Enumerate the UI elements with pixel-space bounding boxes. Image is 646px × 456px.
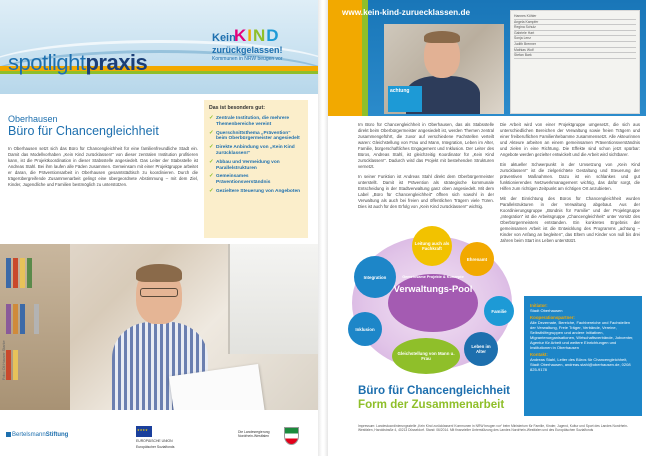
check-icon: ✓ <box>209 144 214 151</box>
diagram-bubble-familie: Familie <box>484 296 514 326</box>
photo-credit: Foto: Oli Hauser Starke <box>2 340 6 380</box>
green-side-stripe <box>362 0 368 116</box>
nrw-line: Die Landesregierung <box>238 430 270 434</box>
highlight-text: Gemeinsames Präventionsverständnis <box>216 174 271 186</box>
bertelsmann-name-bold: Stiftung <box>45 432 69 439</box>
diagram-bubble-gleichstellung: Gleichstellung von Mann u. Frau <box>392 338 460 374</box>
nrw-line: Nordrhein-Westfalen <box>238 434 270 438</box>
highlights-heading: Das ist besonders gut: <box>209 105 265 111</box>
diagram-bubble-leitung: Leitung auch als Fachkraft <box>412 226 452 266</box>
sponsor-footer <box>0 412 318 456</box>
highlights-list <box>209 116 303 195</box>
planning-board <box>510 10 640 114</box>
body-paragraph: In seiner Funktion ist Andreas Stahl direkt dem Oberbürgermeister unterstellt. Damit ist Prävention als strategische kommunale Entscheidung in der Stadtverwaltung ganz oben angesiedelt. Mit dem Label „Büro für Chancengleichheit“ öffnen sich sowohl in der Verwaltung als auch bei freien und öffentlichen Trägern viele Türen. Dies ist auch für den Erfolg von „Kein Kind zurücklassen!“ wichtig. <box>358 174 494 209</box>
website-link[interactable]: www.kein-kind-zuruecklassen.de <box>342 8 471 17</box>
photo-bookshelf <box>0 244 70 410</box>
left-page <box>0 0 318 456</box>
bertelsmann-name: Bertelsmann <box>12 432 46 439</box>
body-paragraph: Im Büro für Chancengleichheit in Oberhausen, das als Stabsstelle direkt beim Oberbürgermeister angesiedelt ist, werden Themen zentral zusammengeführt, die zuvor auf verschiedene Fachstellen verteilt waren: Gleichstellung von Frau und Mann, Integration, Leben im Alter, Familie, bürgerschaftliches Engagement und Inklusion. Der Leiter des Büros, Andreas Stahl, ist gleichzeitig Koordinator für „Kein Kind zurücklassen!“. Dadurch wird das Projekt mit bestehenden Strukturen vernetzt. <box>358 122 494 169</box>
board-cell: Hannes Köhler <box>514 14 636 20</box>
highlight-item <box>209 145 303 157</box>
imprint-text: Impressum: Landeskoordinierungsstelle „Kein Kind zurücklassen! Kommunen in NRW beugen vor“ beim Ministerium für Familie, Kinder, Jugend, Kultur und Sport des Landes Nordrhein-Westfalen, Haroldstraße 4, 40213 Düsseldorf. Stand: 06/2014. Mit finanzieller Unterstützung des Landes Nordrhein-Westfalen und des Europäischen Sozialfonds <box>358 424 629 432</box>
article-intro: In Oberhausen setzt sich das Büro für Chancengleichheit für eine familienfreundliche Stadt ein. Damit das Modellvorhaben „Kein Kind zurücklassen!“ von dieser zentralen Institution profitieren kann, ist die Projektkoordination in dieser Stabsstelle angesiedelt. Das Leiter der Stabsstelle ist Andreas Stahl. Bei ihm laufen alle Fäden zusammen. Gemeinsam mit einer Projektgruppe arbeitet er daran, die Präventionsarbeit in Oberhausen gesamtstädtisch zu koordinieren. Durch die trägerübergreifende Zusammenarbeit gelingt eine übergeordnete Abstimmung – mit dem Ziel, Kinder, Jugendliche und Familien bestmöglich zu unterstützen. <box>8 146 198 187</box>
check-icon: ✓ <box>209 187 214 194</box>
board-cell: Angela Kampfer <box>514 20 636 26</box>
magazine-title-light: spotlight <box>8 50 86 75</box>
article-city: Oberhausen <box>8 114 58 124</box>
photo-window <box>228 244 318 354</box>
kein-kind-logo <box>210 28 306 66</box>
achtung-poster: achtung <box>388 86 422 112</box>
body-column-1 <box>358 122 494 214</box>
photo-person <box>112 260 208 410</box>
body-column-2 <box>500 122 640 248</box>
bertelsmann-mark-icon <box>6 432 11 437</box>
verwaltungs-pool-diagram <box>344 228 520 376</box>
header-banner <box>0 0 318 94</box>
highlight-item <box>209 160 303 172</box>
diagram-bubble-ehrenamt: Ehrenamt <box>460 242 494 276</box>
page-gutter <box>318 0 328 456</box>
program-subtitle: Form der Zusammenarbeit <box>358 398 505 411</box>
highlight-text: Direkte Anbindung von „Kein Kind zurücklassen!“ <box>216 145 295 156</box>
eu-flag-icon <box>136 426 152 437</box>
diagram-bubble-inklusion: Inklusion <box>348 312 382 346</box>
highlight-text: Gezieltere Steuerung von Angeboten <box>216 188 301 194</box>
logo-kein: Kein <box>212 32 236 44</box>
highlight-item <box>209 189 303 195</box>
highlight-item <box>209 131 303 143</box>
photo-hair <box>136 264 182 282</box>
check-icon: ✓ <box>209 129 214 136</box>
logo-kind <box>234 26 280 46</box>
nrw-text <box>238 430 269 438</box>
right-page <box>328 0 646 456</box>
highlights-box <box>204 100 308 238</box>
highlight-text: Abbau und Vermeidung von Parallelstrukturen <box>216 159 280 171</box>
logo-letter: I <box>247 26 254 45</box>
photo-hair <box>424 31 460 43</box>
logo-letter: K <box>234 26 248 45</box>
photo-glasses <box>140 288 178 297</box>
board-cell: Regina Schulz <box>514 25 636 31</box>
eu-logo <box>136 426 176 449</box>
body-paragraph: Ein aktueller Schwerpunkt in der Umsetzung von „Kein Kind zurücklassen!“ ist die zielgerichtete Gestaltung und Steuerung der präventiven Maßnahmen. Dazu ist ein schlankes und gut funktionierendes Netzwerkmanagement wichtig, das dafür sorgt, die Hilfen zum richtigen Zeitpunkt am richtigen Ort anzubieten. <box>500 162 640 191</box>
diagram-core-label: Gemeinsame Projekte & Konzepte <box>402 275 464 279</box>
board-cell: Stefan Bark <box>514 53 636 59</box>
logo-zurueckgelassen: zurückgelassen! <box>212 45 283 55</box>
bertelsmann-logo <box>6 432 68 438</box>
initiator-value: Stadt Oberhausen <box>530 308 563 313</box>
magazine-title <box>8 50 147 76</box>
highlight-text: Querschnittsthema „Prävention“ beim Oberbürgermeister angesiedelt <box>216 130 300 142</box>
check-icon: ✓ <box>209 115 214 121</box>
logo-tagline: Kommunen in NRW beugen vor <box>212 56 283 62</box>
logo-letter: N <box>253 26 267 45</box>
contact-label: Kontakt: <box>530 352 548 357</box>
nrw-crest-icon <box>284 427 299 445</box>
orange-side-stripe <box>328 0 362 116</box>
body-paragraph: Die Arbeit wird von einer Projektgruppe umgesetzt, die sich aus unterschiedlichen Bereichen der Verwaltung sowie freien Trägern und einer freiberuflichen Familienhebamme zusammensetzt. Alle Akteurinnen und Akteure arbeiten an einem gemeinsamen Präventionsverständnis und zielen in eine Richtung. Die Effekte sind schon jetzt spürbar: Angebote werden gezielter entwickelt und die Arbeit wird sichtbarer. <box>500 122 640 157</box>
initiator-label: Initiator: <box>530 303 548 308</box>
check-icon: ✓ <box>209 158 214 165</box>
magazine-title-bold: praxis <box>85 50 148 75</box>
check-icon: ✓ <box>209 173 214 180</box>
highlight-item <box>209 174 303 186</box>
eu-fund: Europäischer Sozialfonds <box>136 445 175 449</box>
header-photo <box>384 24 504 114</box>
program-title: Büro für Chancengleichheit <box>358 384 511 397</box>
body-paragraph: Mit der Einrichtung des Büros für Chancengleichheit wurden Parallelstrukturen in der Verwaltung abgebaut. Aus der Koordinierungsgruppe „Bündnis für Familie“ und der Projektgruppe „Integration“ ist die Arbeitsgruppe „Chancengleichheit“ unter Vorsitz des Oberbürgermeisters entstanden. Ein konkretes Ergebnis der gemeinsamen Arbeit ist die Entwicklung des Programms „achtung – Kinder von Anfang an begleiten“, das Eltern und Kinder von null bis drei Jahren beim Start ins Leben unterstützt. <box>500 196 640 243</box>
partners-value: Alle Dezernate, Bereiche, Fachbereiche und Fachstellen der Verwaltung, Freie Träger, Verbände, Vereine, Selbsthilfegruppen und andere Initiativen, Migrantenorganisationen, Wirtschaftsverbände, Jobcenter, Agentur für Arbeit und weitere Einrichtungen und Institutionen in Oberhausen <box>530 320 634 350</box>
diagram-core-title: Verwaltungs-Pool <box>393 283 473 294</box>
board-cell: Judith Brenner <box>514 42 636 48</box>
board-cell: Mathias Wolf <box>514 48 636 54</box>
highlight-item <box>209 116 303 128</box>
article-headline: Büro für Chancengleichheit <box>8 124 159 138</box>
diagram-bubble-integration: Integration <box>354 256 396 298</box>
eu-name: EUROPÄISCHE UNION <box>136 439 173 443</box>
project-info-box <box>524 296 642 416</box>
diagram-bubble-leben-im-alter: Leben im Alter <box>464 332 498 366</box>
nrw-logo <box>238 426 308 446</box>
logo-letter: D <box>266 26 280 45</box>
partners-label: Kooperationspartner: <box>530 315 575 320</box>
portrait-photo <box>0 244 318 410</box>
highlight-text: Zentrale Institution, die mehrere Themenbereiche vereint <box>216 116 290 127</box>
board-cell: Sonja Lenz <box>514 36 636 42</box>
right-header-band <box>328 0 646 116</box>
contact-value[interactable]: Andreas Stahl, Leiter des Büros für Chancengleichheit, Stadt Oberhausen, andreas.stahl@oberhausen.de, 0208 825-9178 <box>530 357 631 372</box>
board-cell: Gabriele Hart <box>514 31 636 37</box>
